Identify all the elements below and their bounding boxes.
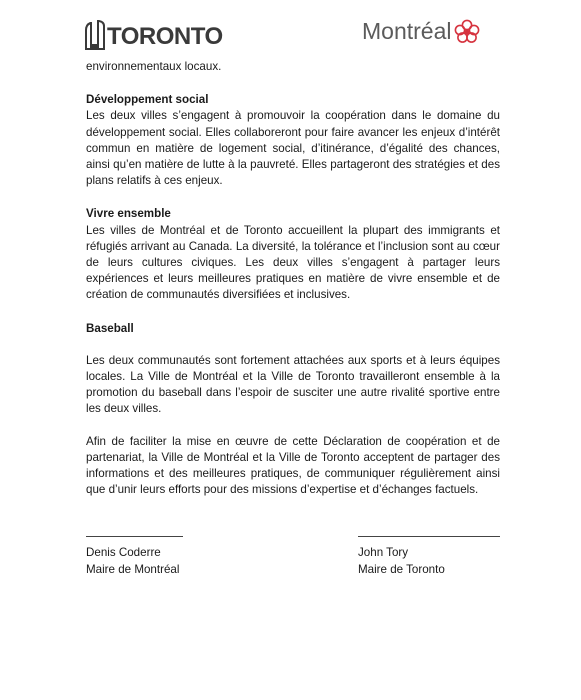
signatory-name: Denis Coderre	[86, 546, 161, 559]
section-heading-baseball: Baseball	[86, 321, 134, 335]
section-heading-developpement-social: Développement social	[86, 93, 209, 107]
montreal-logo-text: Montréal	[362, 18, 452, 44]
section-paragraph: Les deux communautés sont fortement attachées aux sports et à leurs équipes locales. La Ville de Montréal et la Ville de Toronto travailleront ensemble à la promotion du baseball dans l’espoir de susciter une autre rivalité sportive entre les deux villes.	[86, 353, 500, 416]
document-body	[86, 59, 500, 498]
toronto-logo	[84, 14, 223, 50]
section-paragraph: Les deux villes s’engagent à promouvoir la coopération dans le domaine du développement social. Elles collaboreront pour faire avancer les enjeux d’intérêt commun en matière de logement social, d’itinérance, d’égalité des chances, ainsi qu’en matière de lutte à la pauvreté. Elles partageront des stratégies et des plans relatifs à ces enjeux.	[86, 109, 500, 188]
closing-paragraph: Afin de faciliter la mise en œuvre de cette Déclaration de coopération et de partenariat, la Ville de Montréal et la Ville de Toronto acceptent de partager des informations et des meilleures pratiques, de communiquer régulièrement ainsi que d’unir leurs efforts pour des missions d’expertise et d’échanges factuels.	[86, 434, 500, 497]
section-paragraph: Les villes de Montréal et de Toronto accueillent la plupart des immigrants et réfugiés arrivant au Canada. La diversité, la tolérance et l’inclusion sont au cœur de leurs cultures civiques. Les deux villes s’engagent à partager leurs expériences et leurs meilleures pratiques en matière de vivre ensemble et de création de communautés diversifiées et inclusives.	[86, 223, 500, 302]
signature-block-left	[86, 528, 186, 578]
section-heading-vivre-ensemble: Vivre ensemble	[86, 207, 171, 221]
city-hall-logo-icon	[84, 20, 106, 50]
signatory-name: John Tory	[358, 546, 409, 559]
intro-fragment: environnementaux locaux.	[86, 60, 222, 73]
signatory-title: Maire de Montréal	[86, 562, 180, 576]
signature-line	[86, 536, 183, 537]
rose-logo-icon	[453, 19, 481, 45]
toronto-logo-text: TORONTO	[107, 23, 223, 50]
signature-block-right	[358, 528, 500, 578]
signatory-title: Maire de Toronto	[358, 562, 445, 576]
montreal-logo	[362, 18, 481, 45]
signature-line	[358, 536, 500, 537]
